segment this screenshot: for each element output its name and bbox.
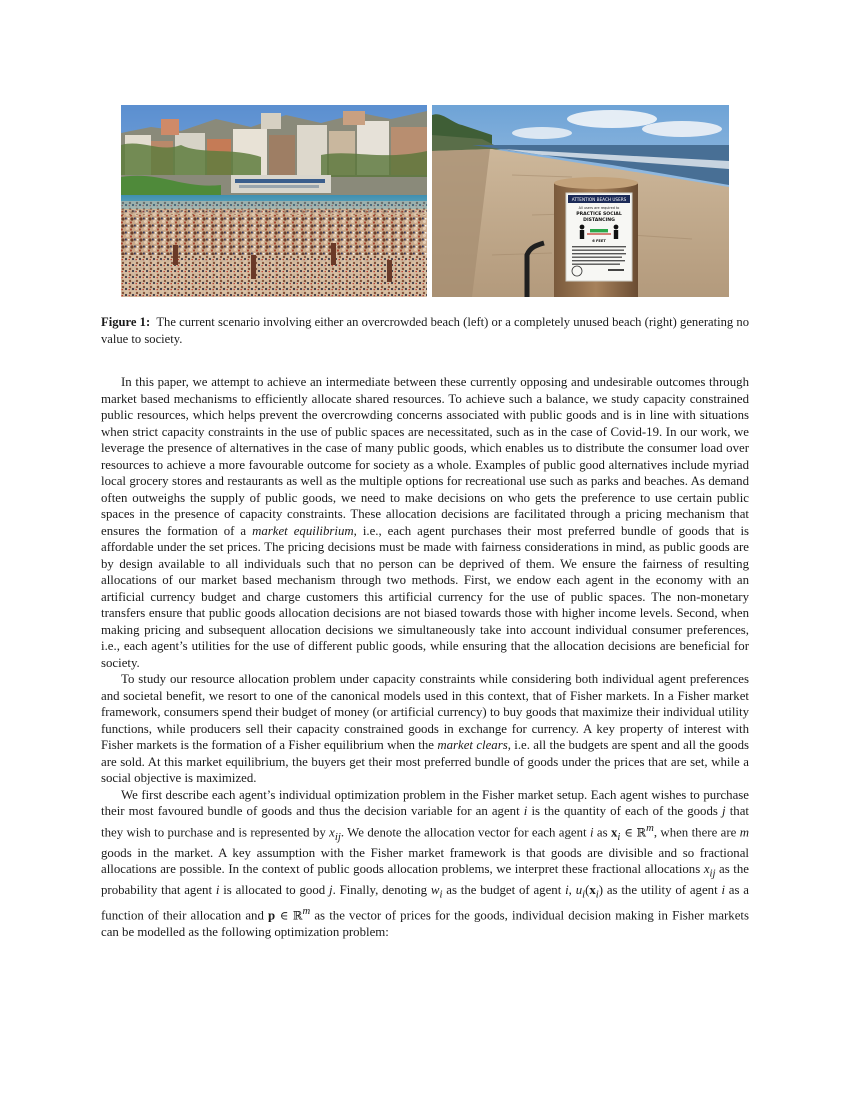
math-x: x	[703, 862, 710, 877]
math-bold-x: x	[610, 824, 618, 839]
math-in-reals: ∈ ℝ	[620, 824, 647, 839]
math-sub-ij: ij	[334, 830, 341, 843]
math-i: i	[523, 804, 528, 818]
figure-caption	[101, 314, 749, 348]
math-w: w	[430, 883, 440, 898]
sign-header-text: ATTENTION BEACH USERS	[571, 197, 627, 202]
math-paren-open: (	[585, 883, 590, 898]
math-bold-x: x	[589, 883, 596, 898]
sign-line-4: 6 FEET	[592, 239, 606, 243]
math-sub-i: i	[617, 830, 621, 843]
math-sub-ij: ij	[709, 867, 716, 880]
figure-photos	[121, 105, 729, 297]
math-j: j	[328, 883, 333, 898]
math-u: u	[575, 883, 583, 898]
figure-caption-text: The current scenario involving either an overcrowded beach (left) or a completely unused beach (right) generating no value to society.	[101, 315, 749, 346]
paragraph-3: We first describe each agent’s individual optimization problem in the Fisher market setup. Each agent wishes to purchase their most favoured bundle of goods and thus the decision variable for an agent i is the quantity of each of the goods j that they wish to purchase and is represented by $x_{ij}$. We denote the allocation vector for each agent i as $x_i$ ∈ ℝ$^m$, when there are m goods in the market. A key assumption with the Fisher market framework is that goods are divisible and so fractional allocations are possible. In the context of public goods allocation problems, we interpret these fractional allocations $x_{ij}$ as the probability that agent i is allocated to good j. Finally, denoting $w_i$ as the budget of agent i, $u_i(x_i)$ as the utility of agent i as a function of their allocation and p ∈ ℝ$^m$ as the vector of prices for the goods, individual decision making in Fisher markets can be modelled as the following optimization problem:	[101, 787, 750, 940]
math-m: m	[739, 824, 749, 839]
figure-label: Figure 1:	[101, 315, 151, 329]
body-text	[101, 374, 749, 941]
math-x: x	[329, 824, 335, 839]
math-j: j	[722, 804, 726, 818]
paragraph-1: In this paper, we attempt to achieve an intermediate between these currently opposing and undesirable outcomes through market based mechanisms to efficiently allocate shared resources. To achieve such a balance, we study capacity constrained public resources, which helps prevent the overcrowding concerns associated with public goods and is in line with situations when strict capacity constraints in the use of public spaces are necessitated, such as in the case of Covid-19. In our work, we leverage the presence of alternatives in the case of many public goods, which enables us to distribute the consumer load over resources to achieve a more favourable outcome for society as a whole. Examples of public good alternatives include myriad local grocery stores and restaurants as well as the multiple options for recreational use such as parks and beaches. As demand often outweighs the supply of public goods, we need to make decisions on who gets the preference to use certain public spaces in the presence of capacity constraints. These allocation decisions are facilitated through a pricing mechanism that ensures the formation of a market equilibrium, i.e., each agent purchases their most preferred bundle of goods that is affordable under the set prices. The pricing decisions must be made with fairness considerations in mind, as public goods are by design available to all individuals such that no person can be deprived of them. We ensure the fairness of resulting allocations of our market based mechanism through two methods. First, we endow each agent in the economy with an artificial currency budget and charge customers this artificial currency for the use of public spaces. The non-monetary transfers ensure that public goods allocation decisions are not biased towards those with higher income levels. Second, when making pricing and subsequent allocation decisions we simultaneously take into account individual consumer preferences, i.e., each agent’s utilities for the use of different public goods, while ensuring that the allocation decisions are beneficial for society.	[101, 375, 750, 670]
math-bold-p: p	[268, 908, 276, 923]
math-i: i	[215, 883, 220, 898]
crowded-beach-photo	[121, 105, 427, 297]
math-i: i	[589, 824, 594, 839]
math-sub-i: i	[582, 888, 586, 901]
math-i: i	[565, 883, 569, 898]
empty-beach-photo	[432, 105, 729, 297]
math-sup-m: m	[646, 821, 654, 834]
math-in-reals: ∈ ℝ	[275, 908, 303, 923]
term-market-equilibrium: market equilibrium	[252, 523, 354, 538]
sign-line-1: All users are required to	[578, 206, 620, 210]
math-sup-m: m	[302, 905, 311, 918]
sign-line-2: PRACTICE SOCIAL	[576, 212, 622, 217]
sign-line-3: DISTANCING	[583, 218, 615, 223]
math-paren-close: )	[598, 883, 604, 898]
math-sub-i: i	[595, 888, 599, 901]
math-sub-i: i	[439, 888, 443, 901]
paragraph-2: To study our resource allocation problem under capacity constraints while considering both individual agent preferences and societal benefit, we resort to one of the canonical models used in this context, that of Fisher markets. In a Fisher market framework, consumers spend their budget of money (or artificial currency) to buy goods that maximize their individual utility functions, while producers sell their capacity constrained goods in exchange for currency. A key property of interest with Fisher markets is the formation of a Fisher equilibrium when the market clears, i.e. all the budgets are spent and all the goods are sold. At this market equilibrium, the buyers get their most preferred bundle of goods under the prices that are set, while a social objective is maximized.	[101, 672, 749, 785]
term-market-clears: market clears	[437, 738, 508, 752]
math-i: i	[721, 883, 726, 898]
